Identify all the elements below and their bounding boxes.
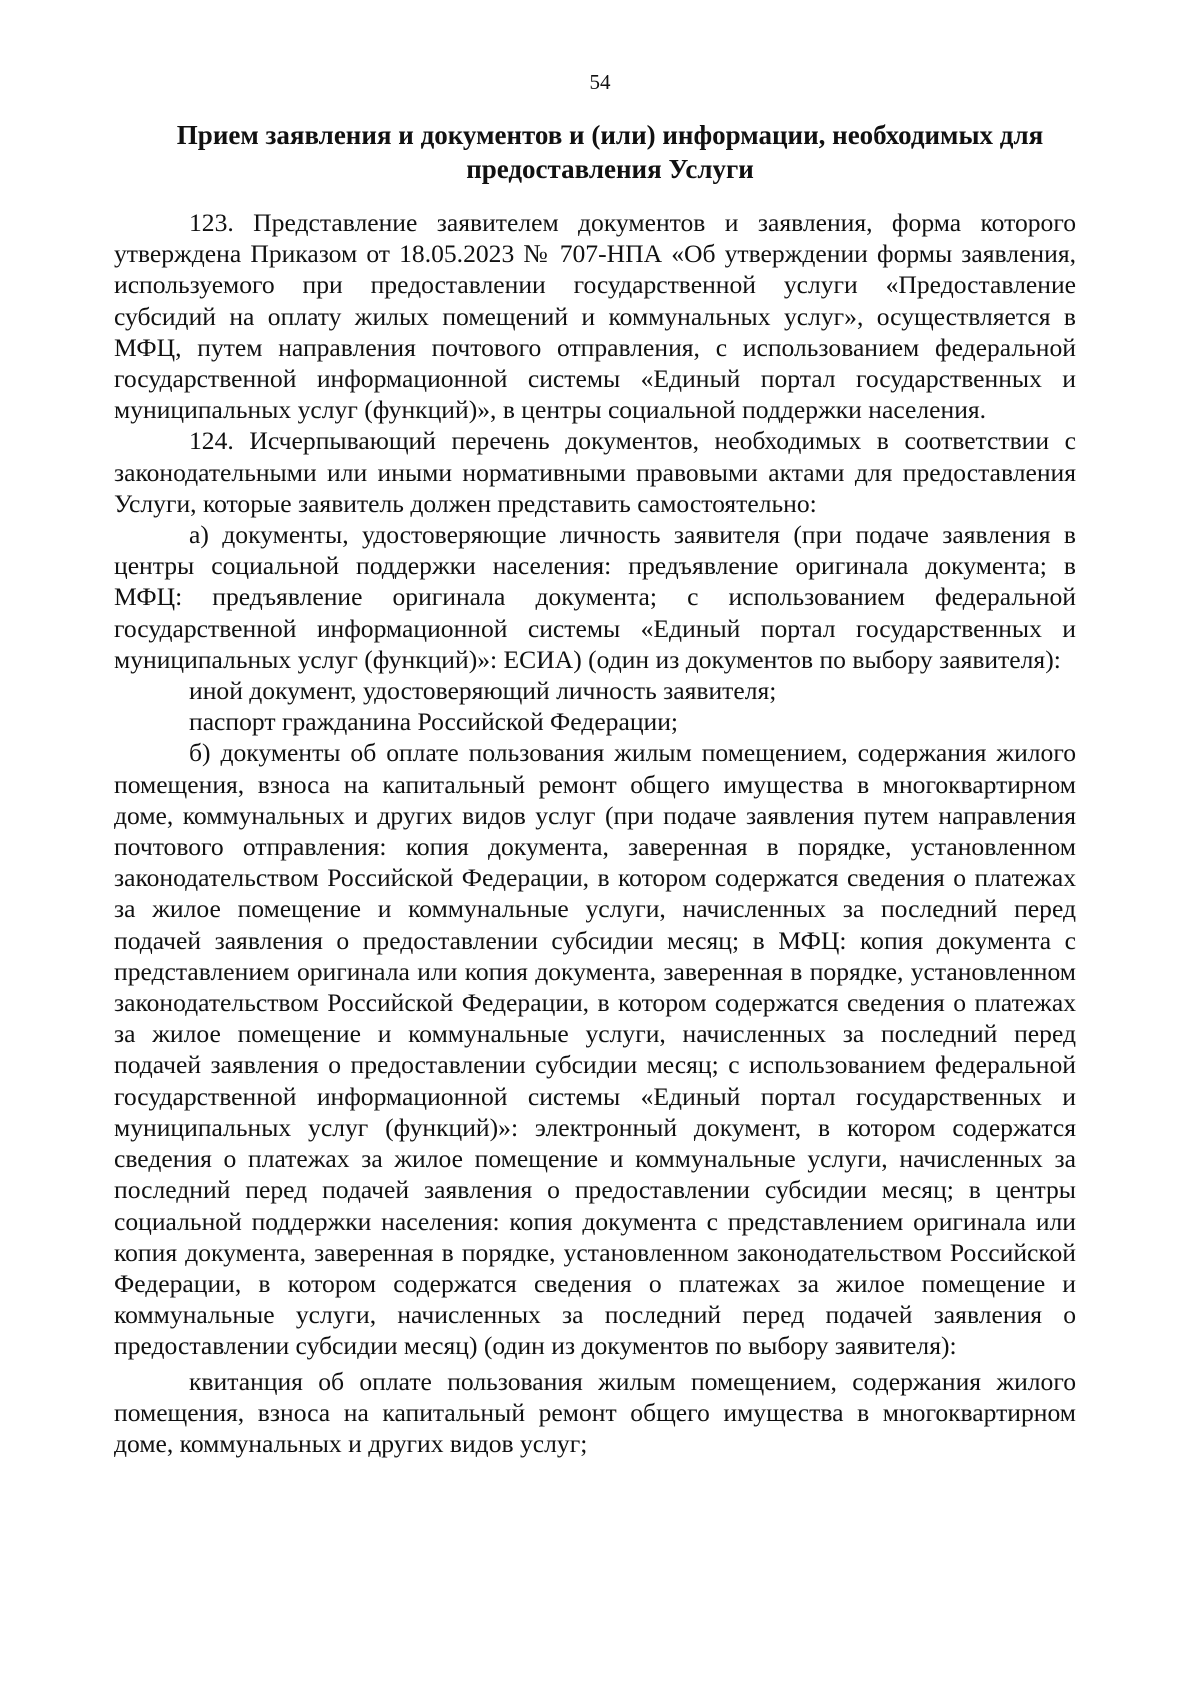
list-item-payment-receipt: квитанция об оплате пользования жилым помещением, содержания жилого помещения, взноса на капитальный ремонт общего имущества в многоквартирном доме, коммунальных и других видов услуг; — [114, 1366, 1076, 1458]
page-number: 54 — [589, 70, 611, 94]
item-b-payment-documents: б) документы об оплате пользования жилым помещением, содержания жилого помещения, взноса на капитальный ремонт общего имущества в многоквартирном доме, коммунальных и других видов услуг (при подаче заявления путем направления почтового отправления: копия документа, заверенная в порядке, установленном законодательством Российской Федерации, в котором содержатся сведения о платежах за жилое помещение и коммунальные услуги, начисленных за последний перед подачей заявления о предоставлении субсидии месяц; в МФЦ: копия документа с представлением оригинала или копия документа, заверенная в порядке, установленном законодательством Российской Федерации, в котором содержатся сведения о платежах за жилое помещение и коммунальные услуги, начисленных за последний перед подачей заявления о предоставлении субсидии месяц; с использованием федеральной государственной информационной системы «Единый портал государственных и муниципальных услуг (функций)»: электронный документ, в котором содержатся сведения о платежах за жилое помещение и коммунальные услуги, начисленных за последний перед подачей заявления о предоставлении субсидии месяц; в центры социальной поддержки населения: копия документа с представлением оригинала или копия документа, заверенная в порядке, установленном законодательством Российской Федерации, в котором содержатся сведения о платежах за жилое помещение и коммунальные услуги, начисленных за последний перед подачей заявления о предоставлении субсидии месяц) (один из документов по выбору заявителя): — [114, 738, 1076, 1361]
document-body — [114, 207, 1076, 1459]
list-item-passport: паспорт гражданина Российской Федерации; — [189, 707, 679, 737]
paragraph-124: 124. Исчерпывающий перечень документов, необходимых в соответствии с законодательными или иными нормативными правовыми актами для предоставления Услуги, которые заявитель должен представить самостоятельно: — [114, 426, 1076, 518]
paragraph-123: 123. Представление заявителем документов и заявления, форма которого утверждена Приказом от 18.05.2023 № 707-НПА «Об утверждении формы заявления, используемого при предоставлении государственной услуги «Предоставление субсидий на оплату жилых помещений и коммунальных услуг», осуществляется в МФЦ, путем направления почтового отправления, с использованием федеральной государственной информационной системы «Единый портал государственных и муниципальных услуг (функций)», в центры социальной поддержки населения. — [114, 208, 1076, 425]
list-item-other-id-document: иной документ, удостоверяющий личность заявителя; — [189, 676, 777, 706]
section-title: Прием заявления и документов и (или) информации, необходимых для предоставления Услуги — [176, 120, 1044, 184]
item-a-identity-documents: а) документы, удостоверяющие личность заявителя (при подаче заявления в центры социальной поддержки населения: предъявление оригинала документа; в МФЦ: предъявление оригинала документа; с использованием федеральной государственной информационной системы «Единый портал государственных и муниципальных услуг (функций)»: ЕСИА) (один из документов по выбору заявителя): — [114, 520, 1076, 674]
